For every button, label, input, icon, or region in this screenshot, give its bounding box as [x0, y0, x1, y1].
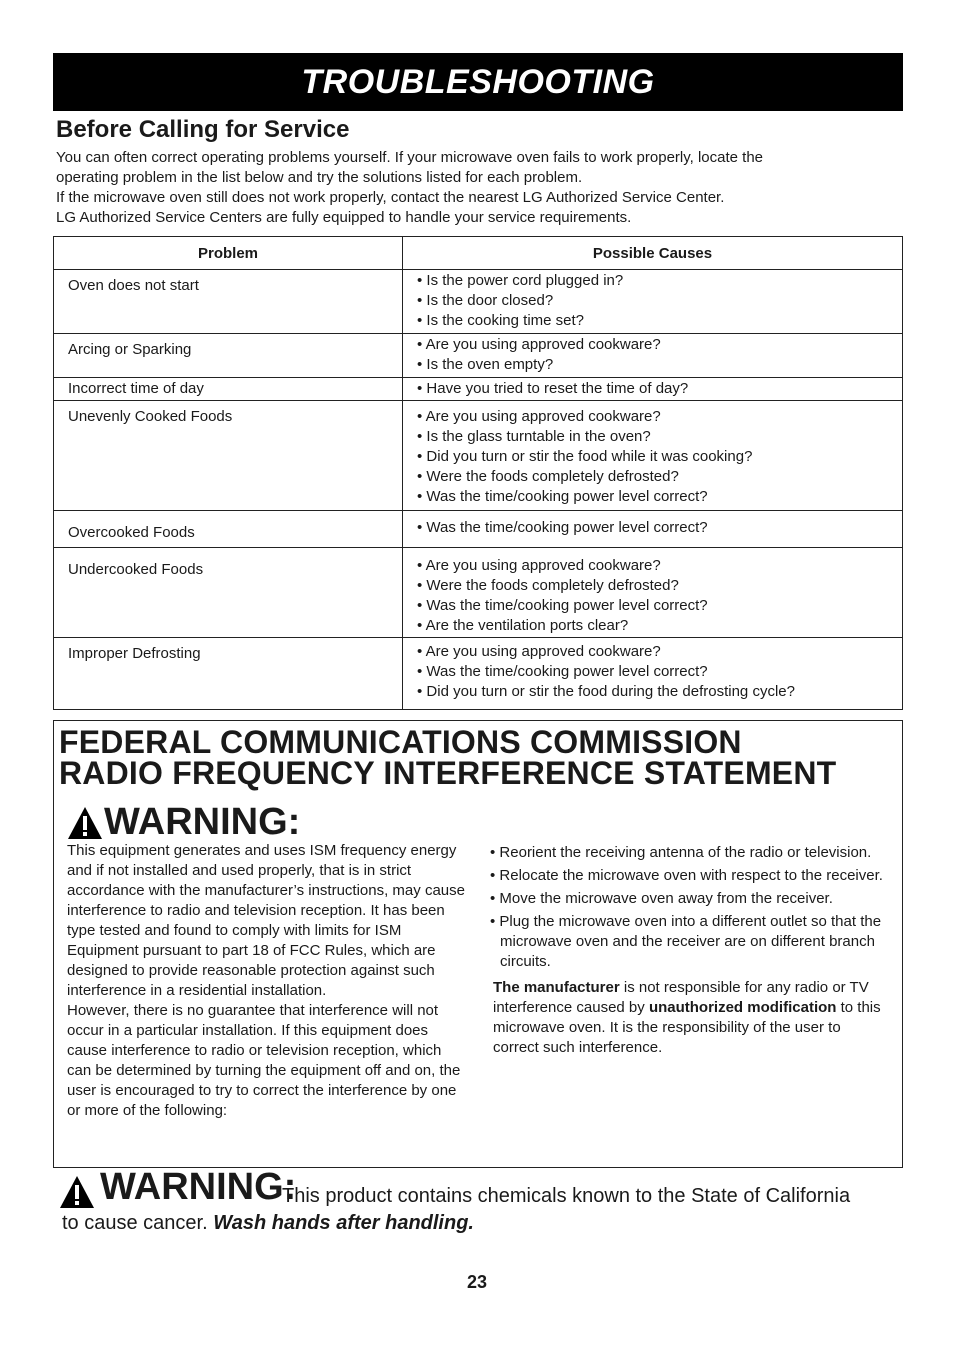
table-row: [54, 378, 903, 401]
column-header-causes: Possible Causes: [403, 237, 903, 270]
cause-item: • Are you using approved cookware?: [417, 556, 902, 576]
page-title: TROUBLESHOOTING: [301, 63, 655, 101]
cause-item: • Is the glass turntable in the oven?: [417, 427, 902, 447]
cause-item: • Is the power cord plugged in?: [417, 271, 902, 291]
manufacturer-disclaimer: [493, 978, 890, 1058]
table-row: [54, 270, 903, 334]
list-item: • Relocate the microwave oven with respect to the receiver.: [490, 866, 890, 886]
table-row: [54, 401, 903, 511]
problem-cell: Unevenly Cooked Foods: [54, 401, 403, 511]
intro-line: LG Authorized Service Centers are fully equipped to handle your service requirements.: [56, 209, 632, 226]
problem-cell: Undercooked Foods: [54, 548, 403, 638]
prop65-text-line2: [62, 1212, 474, 1235]
title-banner: [53, 53, 903, 111]
intro-line: operating problem in the list below and try the solutions listed for each problem.: [56, 169, 583, 186]
table-row: [54, 638, 903, 710]
table-row: [54, 548, 903, 638]
page-number: 23: [466, 1272, 488, 1292]
cause-item: • Are the ventilation ports clear?: [417, 616, 902, 636]
fcc-bullet-list: [490, 843, 890, 972]
disclaimer-text: to this microwave oven. It is the responsibility of the user to correct such interference.: [493, 999, 881, 1056]
cause-item: • Have you tried to reset the time of day?: [417, 379, 902, 399]
warning-triangle-icon: [66, 805, 104, 841]
problem-cell: Improper Defrosting: [54, 638, 403, 710]
warning-label: WARNING:: [100, 1166, 297, 1208]
list-item: • Move the microwave oven away from the receiver.: [490, 889, 890, 909]
prop65-text: This product contains chemicals known to the State of California: [282, 1185, 851, 1207]
problem-cell: Incorrect time of day: [54, 378, 403, 401]
cause-item: • Is the door closed?: [417, 291, 902, 311]
table-row: [54, 511, 903, 548]
cause-item: • Were the foods completely defrosted?: [417, 576, 902, 596]
cause-item: • Was the time/cooking power level correct?: [417, 487, 902, 507]
cause-item: • Is the oven empty?: [417, 355, 902, 375]
cause-item: • Did you turn or stir the food while it was cooking?: [417, 447, 902, 467]
causes-cell: [403, 638, 903, 710]
cause-item: • Did you turn or stir the food during the defrosting cycle?: [417, 682, 902, 702]
problem-cell: Arcing or Sparking: [54, 334, 403, 378]
intro-text: [56, 148, 906, 228]
warning-triangle-icon: [58, 1175, 96, 1209]
fcc-paragraph: However, there is no guarantee that interference will not occur in a particular installation. If this equipment does cause interference to radio or television reception, which can be determined by turning the equipment off and on, the user is encouraged to try to correct the interference by one or more of the following:: [67, 1002, 461, 1119]
intro-line: You can often correct operating problems yourself. If your microwave oven fails to work properly, locate the: [56, 149, 764, 166]
causes-cell: [403, 511, 903, 548]
problem-cell: Oven does not start: [54, 270, 403, 334]
prop65-emphasis: Wash hands after handling.: [213, 1212, 474, 1234]
cause-item: • Was the time/cooking power level correct?: [417, 662, 902, 682]
intro-line: If the microwave oven still does not work properly, contact the nearest LG Authorized Service Center.: [56, 189, 725, 206]
causes-cell: [403, 378, 903, 401]
cause-item: • Are you using approved cookware?: [417, 642, 902, 662]
section-heading-before-service: Before Calling for Service: [56, 116, 350, 143]
cause-item: • Was the time/cooking power level correct?: [417, 518, 902, 538]
fcc-statement-box: [53, 720, 903, 1168]
fcc-left-column: [67, 841, 467, 1121]
cause-item: • Is the cooking time set?: [417, 311, 902, 331]
list-item: • Plug the microwave oven into a different outlet so that the microwave oven and the receiver are on different branch circuits.: [490, 912, 890, 972]
causes-cell: [403, 334, 903, 378]
fcc-right-column: [490, 843, 890, 1058]
table-row: [54, 334, 903, 378]
cause-item: • Are you using approved cookware?: [417, 335, 902, 355]
column-header-problem: Problem: [54, 237, 403, 270]
table-header-row: [54, 237, 903, 270]
cause-item: • Are you using approved cookware?: [417, 407, 902, 427]
disclaimer-bold: unauthorized modification: [648, 999, 837, 1016]
fcc-title-line: FEDERAL COMMUNICATIONS COMMISSION: [59, 724, 742, 760]
cause-item: • Was the time/cooking power level correct?: [417, 596, 902, 616]
fcc-title: [59, 724, 837, 791]
prop65-text: to cause cancer.: [62, 1212, 214, 1234]
list-item: • Reorient the receiving antenna of the radio or television.: [490, 843, 890, 863]
fcc-title-line: RADIO FREQUENCY INTERFERENCE STATEMENT: [59, 755, 837, 791]
causes-cell: [403, 401, 903, 511]
troubleshooting-table: [53, 236, 903, 710]
fcc-paragraph: This equipment generates and uses ISM frequency energy and if not installed and used properly, that is in strict accordance with the manufacturer’s instructions, may cause interference to radio and television reception. It has been type tested and found to comply with limits for ISM Equipment pursuant to part 18 of FCC Rules, which are designed to provide reasonable protection against such interference in a residential installation.: [67, 842, 465, 999]
causes-cell: [403, 270, 903, 334]
causes-cell: [403, 548, 903, 638]
cause-item: • Were the foods completely defrosted?: [417, 467, 902, 487]
warning-label: WARNING:: [104, 801, 301, 843]
disclaimer-bold: The manufacturer: [493, 979, 620, 996]
disclaimer-text: is not responsible for any radio or TV interference caused by: [493, 979, 869, 1016]
problem-cell: Overcooked Foods: [54, 511, 403, 548]
